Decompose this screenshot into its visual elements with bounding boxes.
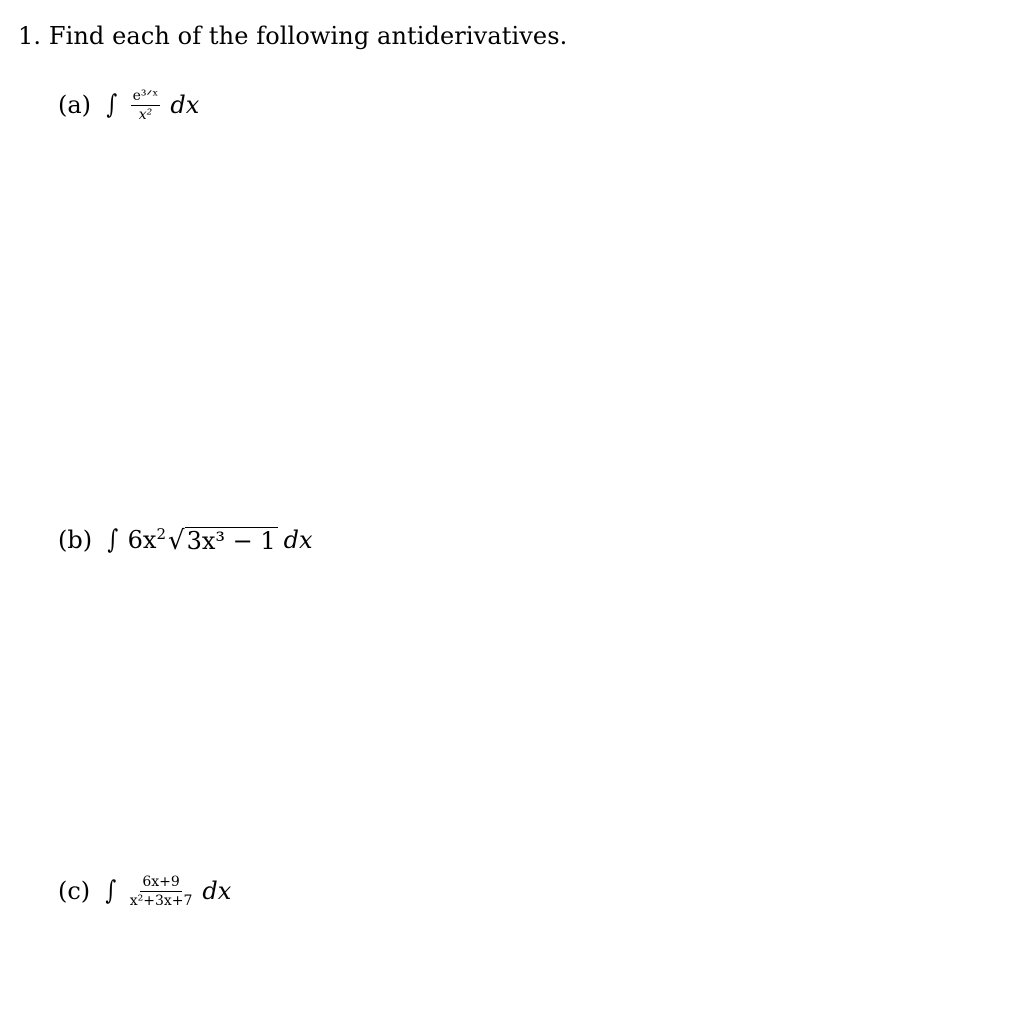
integral-sign: ∫ — [105, 876, 117, 906]
part-c — [58, 868, 231, 914]
part-c-differential: dx — [202, 877, 232, 905]
part-c-label: (c) — [58, 877, 91, 905]
question-prompt: Find each of the following antiderivatives. — [48, 22, 568, 50]
part-b — [58, 520, 313, 560]
integral-sign: ∫ — [107, 525, 119, 555]
part-a-differential: dx — [170, 91, 200, 119]
part-b-differential: dx — [283, 526, 313, 554]
part-c-fraction — [130, 874, 193, 909]
part-b-coef-text: 6x — [127, 526, 157, 554]
radical-sign: √ — [168, 525, 185, 556]
part-b-radicand: 3x³ − 1 — [186, 526, 276, 555]
part-a — [58, 82, 199, 128]
part-a-fraction — [131, 88, 161, 123]
part-b-coef-exponent: 2 — [156, 525, 166, 543]
part-a-label: (a) — [58, 91, 92, 119]
integral-sign: ∫ — [106, 90, 118, 120]
part-c-numerator: 6x+9 — [142, 873, 180, 890]
part-b-label: (b) — [58, 526, 93, 554]
part-a-denominator: x² — [138, 106, 153, 123]
question-number: 1. — [18, 22, 42, 50]
part-b-coefficient — [128, 526, 166, 554]
part-b-radical — [168, 527, 278, 554]
part-a-numerator: e³ᐟˣ — [132, 87, 159, 104]
question-heading — [18, 22, 567, 50]
part-c-denominator: x²+3x+7 — [129, 892, 193, 909]
